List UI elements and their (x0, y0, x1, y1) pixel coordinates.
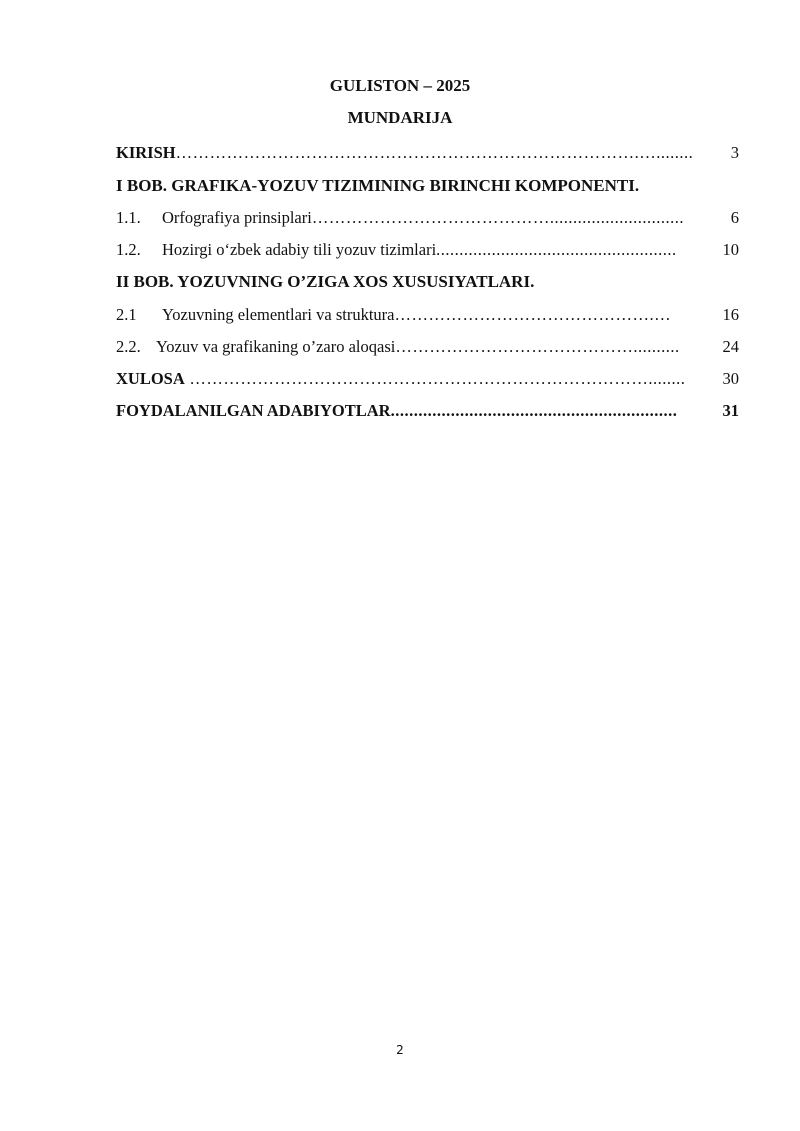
toc-section-number: 2.1 (116, 305, 137, 324)
toc-entry-label: Yozuv va grafikaning o’zaro aloqasi (156, 337, 396, 356)
toc-entry-xulosa (116, 369, 739, 389)
toc-page-number: 31 (722, 401, 739, 420)
toc-section-number: 2.2. (116, 337, 141, 356)
toc-entry-kirish (116, 143, 739, 163)
city-year-heading: GULISTON – 2025 (329, 76, 471, 95)
toc-entry-label: Orfografiya prinsiplari (162, 208, 312, 227)
toc-entry-2-2 (116, 337, 739, 357)
toc-title: MUNDARIJA (347, 108, 453, 127)
toc-entry-label: KIRISH (116, 143, 176, 162)
page-number: 2 (396, 1043, 404, 1057)
toc-entry-adabiyotlar (116, 401, 739, 421)
toc-page-number: 30 (722, 369, 739, 388)
toc-leader-dots: ……………………………………….… (394, 305, 672, 324)
toc-leader-dots: .................................................... (436, 240, 677, 259)
toc-page-number: 10 (722, 240, 739, 259)
toc-entry-label: Yozuvning elementlari va struktura (162, 305, 395, 324)
toc-page-number: 24 (722, 337, 739, 356)
toc-page-number: 3 (730, 143, 739, 162)
toc-leader-dots: ……………………………………............................. (311, 208, 684, 227)
toc-section-number: 1.2. (116, 240, 141, 259)
toc-entry-label: FOYDALANILGAN ADABIYOTLAR (116, 401, 391, 420)
toc-chapter-1-heading: I BOB. GRAFIKA-YOZUV TIZIMINING BIRINCHI KOMPONENTI. (116, 176, 640, 195)
toc-entry-2-1 (116, 305, 739, 325)
toc-leader-dots: …………………………………….......... (395, 337, 680, 356)
toc-entry-1-1 (116, 208, 739, 228)
toc-entry-label: XULOSA (116, 369, 185, 388)
toc-leader-dots: .............................................................. (390, 401, 678, 420)
toc-entry-1-2 (116, 240, 739, 260)
toc-chapter-2-heading: II BOB. YOZUVNING O’ZIGA XOS XUSUSIYATLARI. (116, 272, 535, 291)
toc-leader-dots: ……………………………………………………………………….…........ (175, 143, 694, 162)
toc-entry-label: Hozirgi o‘zbek adabiy tili yozuv tizimlari (162, 240, 437, 259)
toc-page-number: 16 (722, 305, 739, 324)
toc-page-number: 6 (730, 208, 739, 227)
toc-section-number: 1.1. (116, 208, 141, 227)
toc-leader-dots: ………………………………………………………………………........ (184, 369, 686, 388)
